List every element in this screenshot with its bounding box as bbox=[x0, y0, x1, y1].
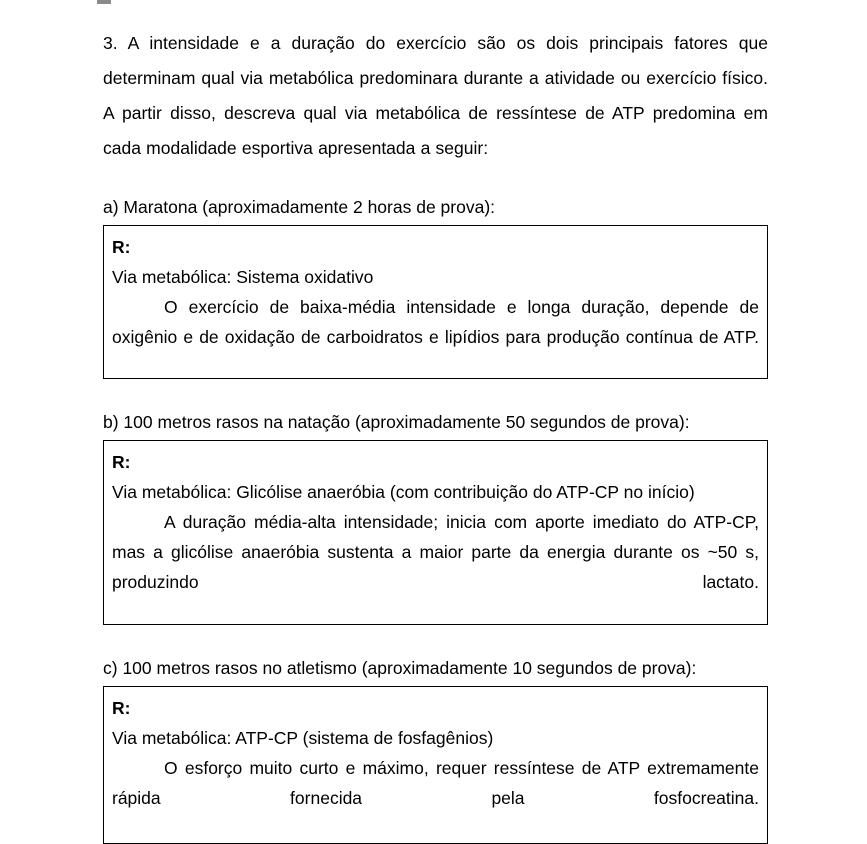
explanation-a: O exercício de baixa-média intensidade e longa duração, depende de oxigênio e de oxidação de carboidratos e lipídios para produção contínua de ATP. bbox=[112, 297, 759, 347]
answer-prefix-c: R: bbox=[112, 698, 131, 718]
section-label-c: c) 100 metros rasos no atletismo (aproximadamente 10 segundos de prova): bbox=[103, 658, 697, 678]
pathway-line-a: Via metabólica: Sistema oxidativo bbox=[112, 267, 374, 287]
answer-box-a[interactable] bbox=[103, 225, 768, 379]
pathway-line-c: Via metabólica: ATP-CP (sistema de fosfagênios) bbox=[112, 728, 494, 748]
answer-prefix-b: R: bbox=[112, 452, 131, 472]
spacer-b bbox=[103, 379, 768, 405]
section-label-a: a) Maratona (aproximadamente 2 horas de prova): bbox=[103, 197, 496, 217]
pathway-line-b: Via metabólica: Glicólise anaeróbia (com contribuição do ATP-CP no início) bbox=[112, 482, 695, 502]
answer-box-c[interactable] bbox=[103, 686, 768, 844]
spacer-a bbox=[103, 166, 768, 190]
answer-prefix-a: R: bbox=[112, 237, 131, 257]
document-content bbox=[103, 0, 768, 844]
section-label-b: b) 100 metros rasos na natação (aproximadamente 50 segundos de prova): bbox=[103, 412, 690, 432]
intro-paragraph: 3. A intensidade e a duração do exercício são os dois principais fatores que determinam qual via metabólica predominara durante a atividade ou exercício físico. A partir disso, descreva qual via metabólica de ressíntese de ATP predomina em cada modalidade esportiva apresentada a seguir: bbox=[103, 33, 768, 158]
spacer-c bbox=[103, 625, 768, 651]
answer-box-b[interactable] bbox=[103, 440, 768, 625]
explanation-c: O esforço muito curto e máximo, requer ressíntese de ATP extremamente rápida fornecida pela fosfocreatina. bbox=[112, 758, 759, 808]
explanation-b: A duração média-alta intensidade; inicia com aporte imediato do ATP-CP, mas a glicólise anaeróbia sustenta a maior parte da energia durante os ~50 s, produzindo lactato. bbox=[112, 512, 759, 592]
